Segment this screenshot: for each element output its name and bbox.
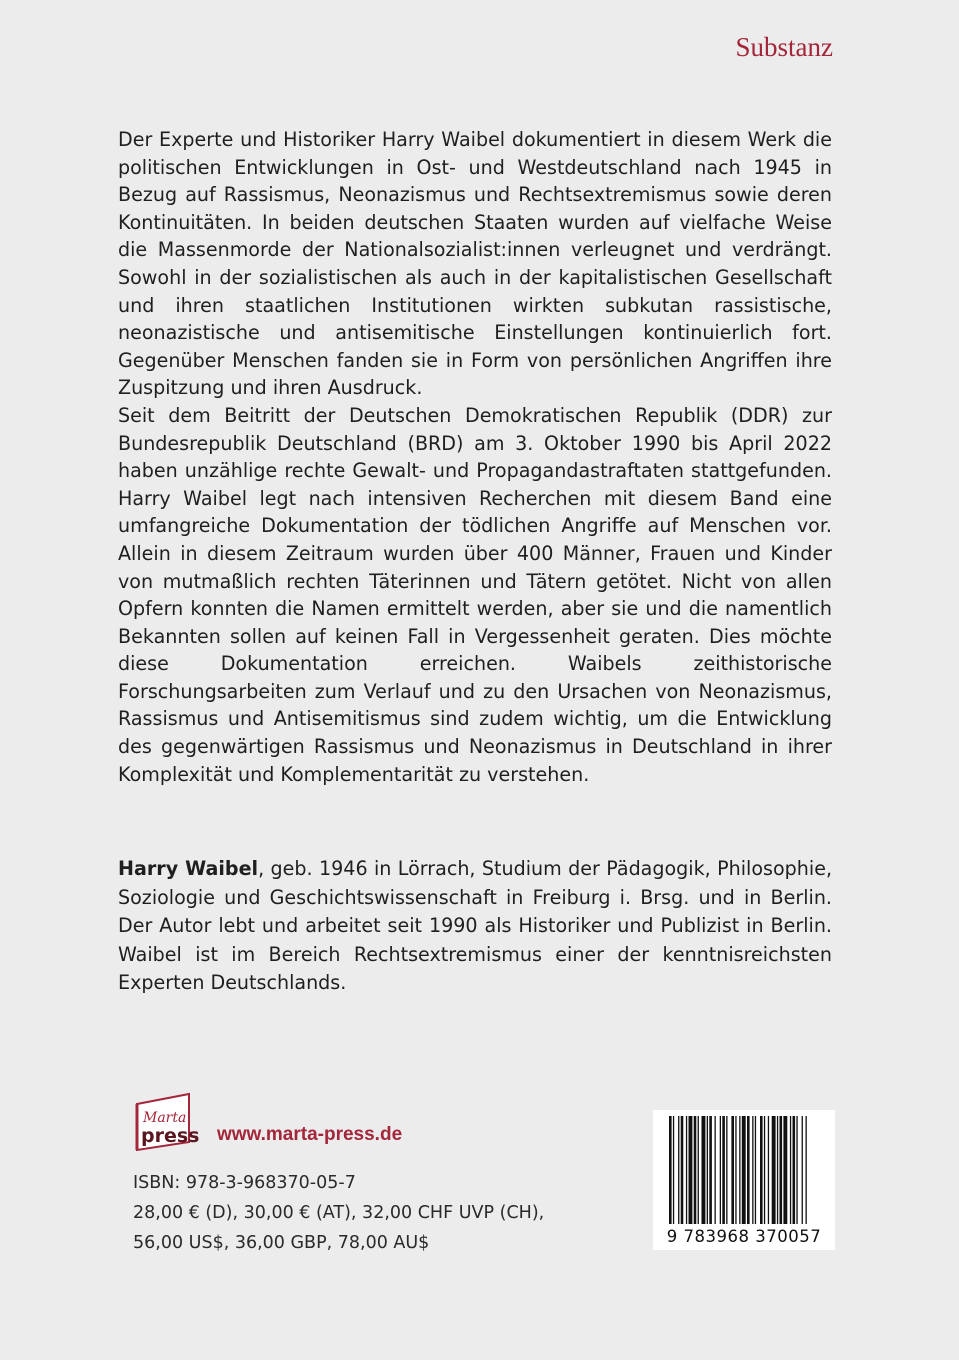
barcode-bar [772, 1116, 776, 1224]
barcode-bar [790, 1116, 791, 1224]
publisher-logo-top: Marta [143, 1110, 187, 1126]
author-bio-paragraph [118, 855, 832, 998]
barcode-bar [669, 1116, 672, 1224]
barcode [653, 1110, 835, 1250]
barcode-bar [783, 1116, 787, 1224]
barcode-bar [722, 1116, 725, 1224]
author-name: Harry Waibel [118, 857, 259, 880]
barcode-bar [806, 1116, 807, 1224]
publisher-block [133, 1092, 402, 1152]
barcode-bar [764, 1116, 765, 1224]
barcode-bar [752, 1116, 753, 1224]
barcode-bar [777, 1116, 778, 1224]
publisher-website-link[interactable]: www.marta-press.de [217, 1124, 403, 1145]
barcode-bar [731, 1116, 734, 1224]
barcode-bar [793, 1116, 796, 1224]
barcode-bar [755, 1116, 756, 1224]
barcode-bar [760, 1116, 763, 1224]
barcode-bar [796, 1116, 797, 1224]
price-line-1: 28,00 € (D), 30,00 € (AT), 32,00 CHF UVP (CH), [133, 1203, 545, 1223]
barcode-bar [707, 1116, 708, 1224]
barcode-bar [673, 1116, 674, 1224]
blurb-text [118, 126, 832, 788]
barcode-bar [768, 1116, 769, 1224]
barcode-bar [681, 1116, 684, 1224]
blurb-paragraph-1: Der Experte und Historiker Harry Waibel dokumentiert in diesem Werk die politischen Entwicklungen in Ost- und Westdeutschland nach 1945 in Bezug auf Rassismus, Neonazismus und Rechtsextremismus sowie deren Kontinuitäten. In beiden deutschen Staaten wurden auf vielfache Weise die Massenmorde der Nationalsozialist:innen verleugnet und verdrängt. Sowohl in der sozialistischen als auch in der kapitalistischen Gesellschaft und ihren staatlichen Institutionen wirkten subkutan rassistische, neonazistische und antisemitische Einstellungen kontinuierlich fort. Gegenüber Menschen fanden sie in Form von persönlichen Angriffen ihre Zuspitzung und ihren Ausdruck. [118, 128, 832, 400]
barcode-bar [739, 1116, 740, 1224]
barcode-bar [742, 1116, 746, 1224]
blurb-paragraph-2: Seit dem Beitritt der Deutschen Demokratischen Republik (DDR) zur Bundesrepublik Deutschland (BRD) am 3. Oktober 1990 bis April 2022 haben unzählige rechte Gewalt- und Propagandastraftaten stattgefunden. Harry Waibel legt nach intensiven Recherchen mit diesem Band eine umfangreiche Dokumentation der tödlichen Angriffe auf Menschen vor. Allein in diesem Zeitraum wurden über 400 Männer, Frauen und Kinder von mutmaßlich rechten Täterinnen und Tätern getötet. Nicht von allen Opfern konnten die Namen ermittelt werden, aber sie und die namentlich Bekannten sollen auf keinen Fall in Vergessenheit geraten. Dies möchte diese Dokumentation erreichen. Waibels zeithistorische Forschungsarbeiten zum Verlauf und zu den Ursachen von Neonazismus, Rassismus und Antisemitismus sind zudem wichtig, um die Entwicklung des gegenwärtigen Rassismus und Neonazismus in Deutschland in ihrer Komplexität und Komplementarität zu verstehen. [118, 403, 832, 786]
barcode-bar [686, 1116, 687, 1224]
author-bio-text: , geb. 1946 in Lörrach, Studium der Pädagogik, Philosophie, Soziologie und Geschichtswissenschaft in Freiburg i. Brsg. und in Berlin. Der Autor lebt und arbeitet seit 1990 als Historiker und Publizist in Berlin. Waibel ist im Bereich Rechtsextremismus einer der kenntnisreichsten Experten Deutschlands. [118, 857, 833, 994]
barcode-bar [735, 1116, 736, 1224]
author-bio [118, 855, 832, 998]
barcode-bar [694, 1116, 697, 1224]
barcode-bar [689, 1116, 693, 1224]
barcode-bar [702, 1116, 706, 1224]
barcode-bar [720, 1116, 721, 1224]
barcode-bar [726, 1116, 727, 1224]
barcode-bar [698, 1116, 699, 1224]
barcode-digits: 9 783968 370057 [653, 1227, 835, 1246]
barcode-bar [715, 1116, 716, 1224]
publisher-logo-bottom: press [141, 1125, 200, 1147]
barcode-bar [709, 1116, 712, 1224]
pricing-block [133, 1168, 544, 1258]
series-label: Substanz [735, 32, 833, 62]
publisher-logo [133, 1092, 203, 1152]
barcode-bar [802, 1116, 803, 1224]
barcode-bar [780, 1116, 783, 1224]
price-line-2: 56,00 US$, 36,00 GBP, 78,00 AU$ [133, 1233, 430, 1253]
isbn-text: ISBN: 978-3-968370-05-7 [133, 1173, 356, 1193]
barcode-bar [747, 1116, 750, 1224]
barcode-bar [678, 1116, 679, 1224]
